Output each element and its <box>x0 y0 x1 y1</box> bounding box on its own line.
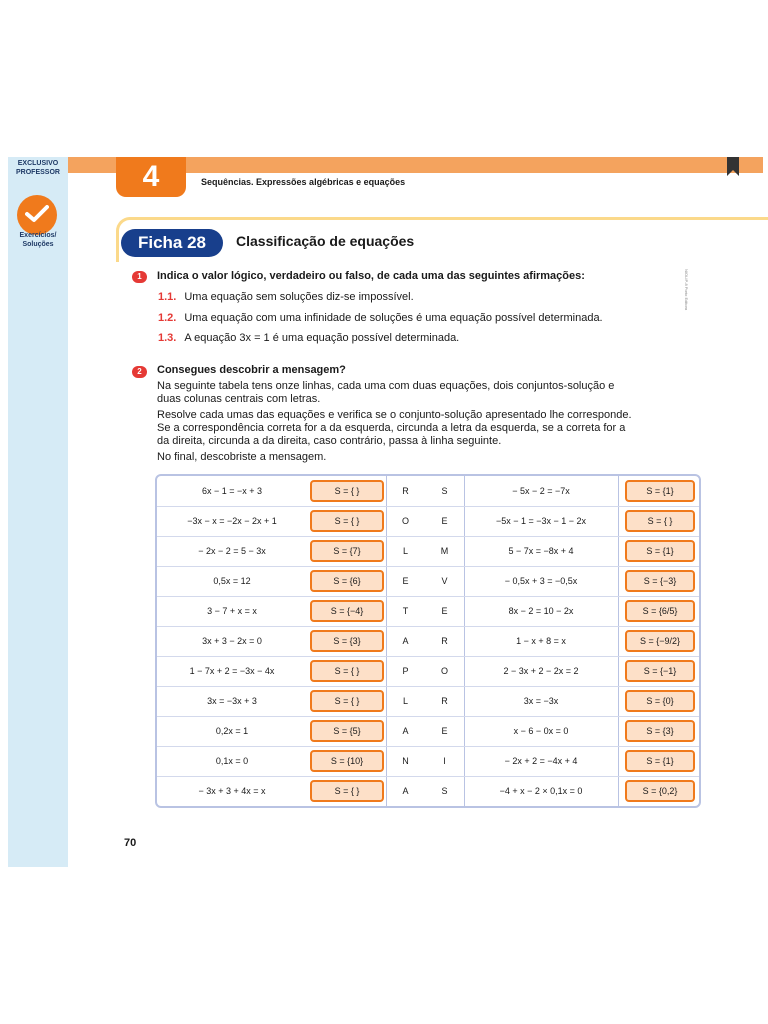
solutions-badge[interactable] <box>17 195 57 235</box>
instruction-line: No final, descobriste a mensagem. <box>157 451 327 463</box>
ficha-title: Classificação de equações <box>236 233 415 249</box>
publisher-credit: NIOLIP-8 Porto Editora <box>684 269 689 311</box>
instruction-line: Se a correspondência correta for a da esquerda, circunda a letra da esquerda, se a correta for a <box>157 422 626 434</box>
left-equation: − 2x − 2 = 5 − 3x <box>198 546 266 556</box>
right-solution-set[interactable]: S = {−9/2} <box>625 630 695 652</box>
left-equation: 0,1x = 0 <box>215 756 249 766</box>
item-text: A equação 3x = 1 é uma equação possível determinada. <box>184 332 460 344</box>
item-number: 1.1. <box>158 291 177 303</box>
right-equation: x − 6 − 0x = 0 <box>513 726 569 736</box>
right-equation: − 2x + 2 = −4x + 4 <box>504 756 578 766</box>
left-solution-set[interactable]: S = {7} <box>310 540 384 562</box>
left-solution-set[interactable]: S = { } <box>310 780 384 802</box>
left-letter[interactable]: L <box>402 696 408 706</box>
question-1-prompt: Indica o valor lógico, verdadeiro ou falso, de cada uma das seguintes afirmações: <box>157 270 585 282</box>
right-letter[interactable]: S <box>441 486 448 496</box>
right-equation: 1 − x + 8 = x <box>516 636 566 646</box>
right-solution-set[interactable]: S = {3} <box>625 720 695 742</box>
right-equation: 2 − 3x + 2 − 2x = 2 <box>503 666 579 676</box>
left-letter[interactable]: R <box>402 486 409 496</box>
right-letter[interactable]: S <box>441 786 448 796</box>
right-letter[interactable]: I <box>443 756 446 766</box>
left-letter[interactable]: A <box>402 636 409 646</box>
right-equation: 3x = −3x <box>523 696 559 706</box>
right-equation: − 5x − 2 = −7x <box>512 486 570 496</box>
instruction-line: Resolve cada umas das equações e verifica se o conjunto-solução apresentado lhe corresponde. <box>157 409 632 421</box>
right-equation: −5x − 1 = −3x − 1 − 2x <box>495 516 587 526</box>
left-solution-set[interactable]: S = {5} <box>310 720 384 742</box>
ficha-label: Ficha 28 <box>121 229 223 257</box>
left-solution-set[interactable]: S = { } <box>310 480 384 502</box>
left-equation: 6x − 1 = −x + 3 <box>201 486 263 496</box>
question-2-number: 2 <box>132 366 147 378</box>
right-letter[interactable]: E <box>441 606 448 616</box>
item-1-1 <box>158 291 414 303</box>
right-letter[interactable]: R <box>441 636 448 646</box>
item-1-3 <box>158 332 459 344</box>
left-solution-set[interactable]: S = {−4} <box>310 600 384 622</box>
left-letter[interactable]: E <box>402 576 409 586</box>
right-equation: − 0,5x + 3 = −0,5x <box>504 576 578 586</box>
exclusive-label: EXCLUSIVO <box>17 160 59 167</box>
bookmark-icon <box>726 157 740 177</box>
teacher-label: PROFESSOR <box>16 169 60 176</box>
right-solution-set[interactable]: S = {−3} <box>625 570 695 592</box>
left-letter[interactable]: L <box>402 546 408 556</box>
item-number: 1.3. <box>158 332 177 344</box>
column-divider <box>618 476 619 806</box>
right-solution-set[interactable]: S = {6/5} <box>625 600 695 622</box>
left-letter[interactable]: A <box>402 726 409 736</box>
left-equation: 3x + 3 − 2x = 0 <box>202 636 262 646</box>
left-equation: 0,2x = 1 <box>215 726 249 736</box>
left-solution-set[interactable]: S = {10} <box>310 750 384 772</box>
instruction-line: da direita, circunda a da direita, caso contrário, passa à linha seguinte. <box>157 435 502 447</box>
left-letter[interactable]: T <box>402 606 409 616</box>
right-solution-set[interactable]: S = {−1} <box>625 660 695 682</box>
chapter-number: 4 <box>116 157 186 197</box>
item-1-2 <box>158 312 603 324</box>
right-equation: −4 + x − 2 × 0,1x = 0 <box>499 786 583 796</box>
equations-table <box>155 474 701 808</box>
left-letter[interactable]: O <box>401 516 409 526</box>
right-letter[interactable]: E <box>441 726 448 736</box>
checkmark-icon <box>25 205 49 223</box>
workbook-page <box>8 157 763 867</box>
question-1-number: 1 <box>132 271 147 283</box>
left-equation: 3x = −3x + 3 <box>207 696 257 706</box>
right-letter[interactable]: M <box>440 546 449 556</box>
left-equation: 0,5x = 12 <box>213 576 251 586</box>
right-equation: 5 − 7x = −8x + 4 <box>508 546 574 556</box>
left-equation: −3x − x = −2x − 2x + 1 <box>187 516 277 526</box>
right-solution-set[interactable]: S = { } <box>625 510 695 532</box>
item-text: Uma equação com uma infinidade de soluções é uma equação possível determinada. <box>184 312 603 324</box>
left-solution-set[interactable]: S = {3} <box>310 630 384 652</box>
instruction-line: duas colunas centrais com letras. <box>157 393 321 405</box>
question-2-prompt: Consegues descobrir a mensagem? <box>157 364 346 376</box>
item-number: 1.2. <box>158 312 177 324</box>
right-letter[interactable]: E <box>441 516 448 526</box>
page-number: 70 <box>124 837 137 849</box>
right-letter[interactable]: V <box>441 576 448 586</box>
left-letter[interactable]: N <box>402 756 409 766</box>
solutions-label-2: Soluções <box>22 241 54 248</box>
right-solution-set[interactable]: S = {0,2} <box>625 780 695 802</box>
item-text: Uma equação sem soluções diz-se impossível. <box>184 291 414 303</box>
right-letter[interactable]: R <box>441 696 448 706</box>
right-solution-set[interactable]: S = {1} <box>625 750 695 772</box>
left-equation: 1 − 7x + 2 = −3x − 4x <box>189 666 275 676</box>
left-solution-set[interactable]: S = { } <box>310 690 384 712</box>
right-letter[interactable]: O <box>440 666 448 676</box>
instruction-line: Na seguinte tabela tens onze linhas, cada uma com duas equações, dois conjuntos-solução e <box>157 380 615 392</box>
left-letter[interactable]: P <box>402 666 409 676</box>
right-solution-set[interactable]: S = {1} <box>625 540 695 562</box>
left-equation: 3 − 7 + x = x <box>207 606 257 616</box>
left-solution-set[interactable]: S = { } <box>310 660 384 682</box>
solutions-label: Exercícios/ <box>19 232 57 239</box>
right-solution-set[interactable]: S = {0} <box>625 690 695 712</box>
left-equation: − 3x + 3 + 4x = x <box>198 786 266 796</box>
right-solution-set[interactable]: S = {1} <box>625 480 695 502</box>
right-equation: 8x − 2 = 10 − 2x <box>508 606 574 616</box>
chapter-title: Sequências. Expressões algébricas e equações <box>201 177 406 187</box>
left-letter[interactable]: A <box>402 786 409 796</box>
left-solution-set[interactable]: S = { } <box>310 510 384 532</box>
teacher-sidebar <box>8 157 68 867</box>
left-solution-set[interactable]: S = {6} <box>310 570 384 592</box>
